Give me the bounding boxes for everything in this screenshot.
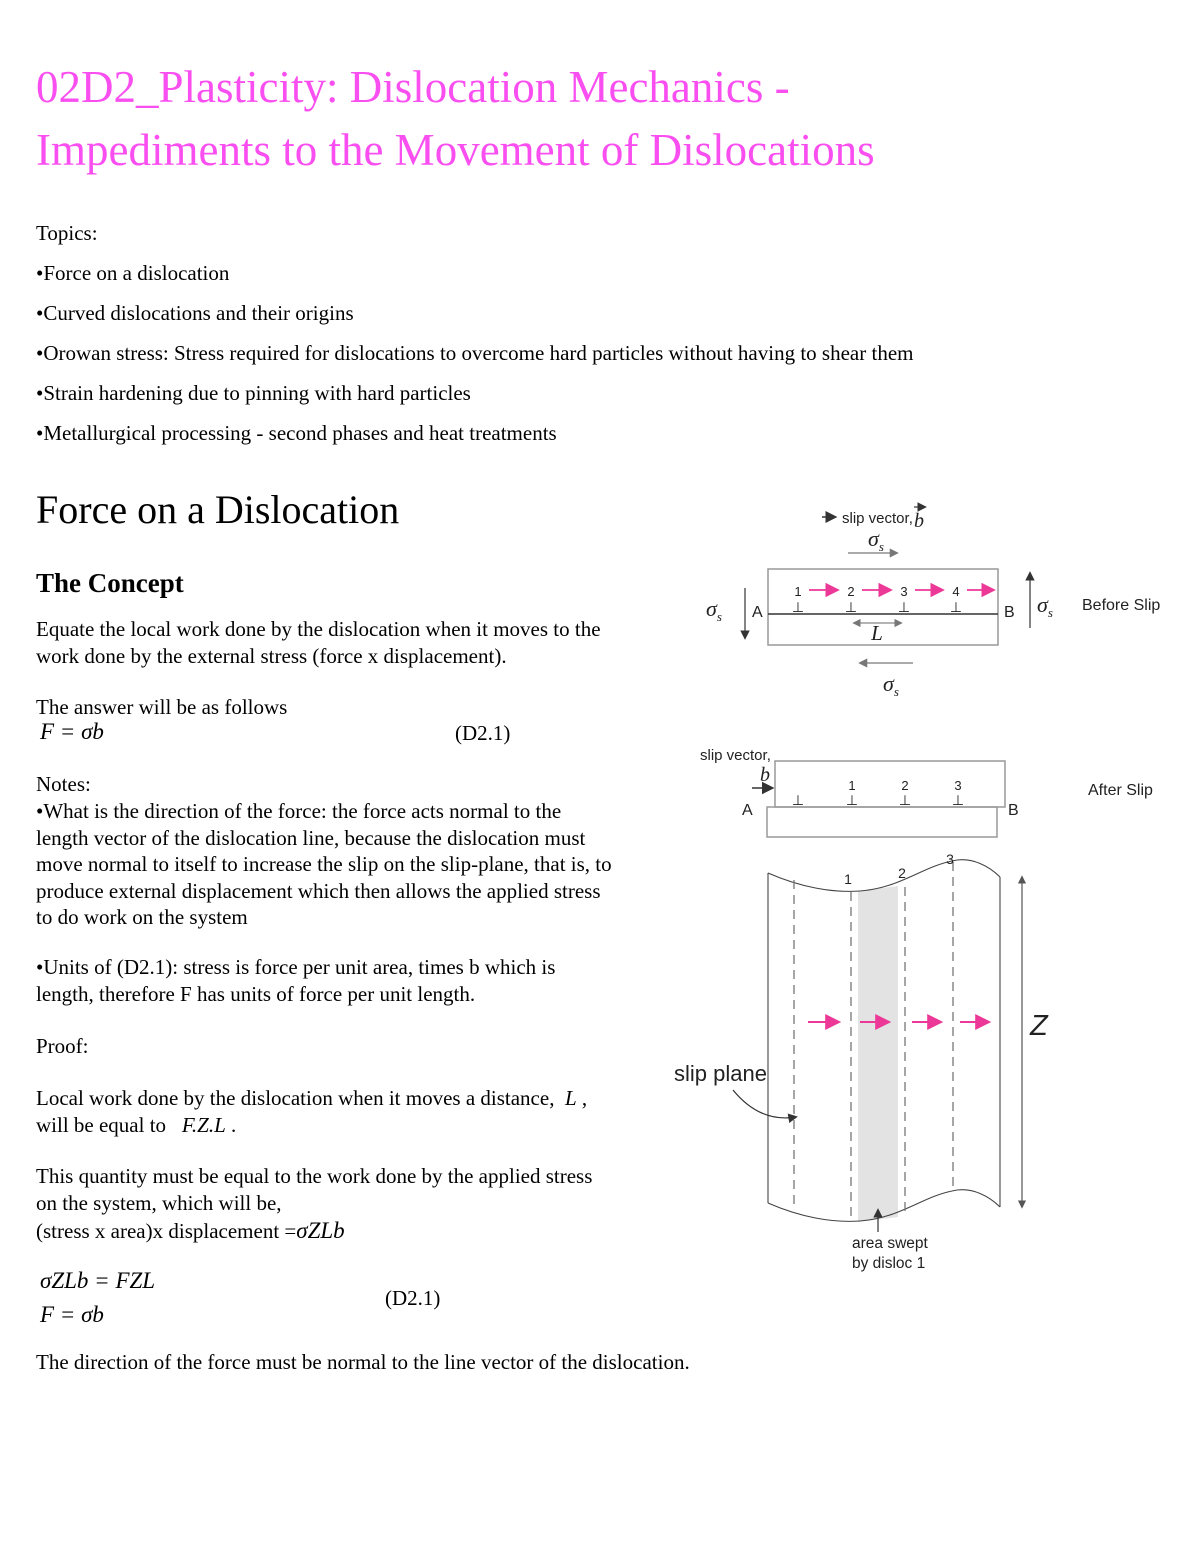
- dislocation-number: 3: [946, 851, 954, 867]
- subsection-heading: The Concept: [36, 568, 184, 598]
- edge-dislocation-symbol: ⊥: [791, 599, 805, 615]
- sigma-s-left: $\sigma_s$: [706, 596, 722, 624]
- edge-dislocation-symbol: ⊥: [844, 599, 858, 615]
- label-B: B: [1008, 802, 1019, 819]
- title-line-1: 02D2_Plasticity: Dislocation Mechanics -: [36, 62, 790, 112]
- area-swept-label-line-1: area swept: [852, 1235, 928, 1252]
- text-line: to do work on the system: [36, 905, 248, 929]
- text-line: on the system, which will be,: [36, 1191, 282, 1215]
- sigma-s-right: $\sigma_s$: [1037, 592, 1053, 620]
- text-line: Equate the local work done by the dislocation when it moves to the: [36, 617, 601, 641]
- text-run: will be equal to: [36, 1113, 182, 1137]
- text-line: [36, 1217, 592, 1245]
- dislocation-number: 3: [900, 584, 908, 599]
- text-run: ,: [576, 1086, 588, 1110]
- section-heading: Force on a Dislocation: [36, 487, 400, 532]
- sigma-s-bottom: $\sigma_s$: [883, 671, 899, 699]
- dislocation-number: 4: [952, 584, 960, 599]
- area-swept-band: [858, 886, 898, 1222]
- lower-crystal-block: [767, 807, 997, 837]
- figure-slip-plane: [660, 850, 1199, 1280]
- answer-intro: The answer will be as follows: [36, 695, 288, 719]
- label-A: A: [752, 604, 763, 621]
- text-line: This quantity must be equal to the work done by the applied stress: [36, 1164, 593, 1188]
- topic-item: •Curved dislocations and their origins: [36, 301, 354, 325]
- edge-dislocation-symbol: ⊥: [898, 792, 912, 808]
- topics-heading: Topics:: [36, 221, 98, 245]
- proof-paragraph-2: [36, 1163, 592, 1245]
- title-line-2: Impediments to the Movement of Dislocations: [36, 125, 875, 175]
- label-A: A: [742, 802, 753, 819]
- text-line: [36, 1085, 587, 1112]
- notes-bullet-2: [36, 954, 555, 1007]
- equation-label: (D2.1): [385, 1286, 441, 1310]
- edge-dislocation-symbol: ⊥: [845, 792, 859, 808]
- proof-paragraph-1: [36, 1085, 587, 1139]
- notes-bullet-1: [36, 798, 612, 931]
- dislocation-number: 1: [794, 584, 802, 599]
- dislocation-number: 1: [848, 778, 856, 793]
- text-line: length vector of the dislocation line, because the dislocation must: [36, 825, 586, 850]
- slip-vector-label: slip vector,: [842, 510, 913, 527]
- plane-top-wavy-edge: [768, 860, 1000, 892]
- text-line: •What is the direction of the force: the force acts normal to the: [36, 799, 562, 823]
- topic-item: •Strain hardening due to pinning with hard particles: [36, 381, 471, 405]
- topic-item: •Force on a dislocation: [36, 261, 230, 285]
- label-B: B: [1004, 604, 1015, 621]
- proof-heading: Proof:: [36, 1034, 89, 1058]
- edge-dislocation-symbol: ⊥: [897, 599, 911, 615]
- text-line: move normal to itself to increase the slip on the slip-plane, that is, to: [36, 852, 612, 876]
- text-line: •Units of (D2.1): stress is force per unit area, times b which is: [36, 955, 556, 979]
- concept-paragraph: [36, 616, 601, 670]
- edge-dislocation-symbol: ⊥: [951, 792, 965, 808]
- figure-caption: Before Slip: [1082, 597, 1161, 614]
- topic-item: •Orowan stress: Stress required for dislocations to overcome hard particles without having to shear them: [36, 341, 914, 365]
- dislocation-number: 2: [847, 584, 855, 599]
- text-line: work done by the external stress (force x displacement).: [36, 644, 507, 668]
- page-title: [36, 56, 875, 182]
- burgers-vector-b: b: [914, 510, 924, 532]
- notes-heading: Notes:: [36, 772, 91, 796]
- equation-label: (D2.1): [455, 721, 511, 745]
- upper-crystal-block: [775, 761, 1005, 807]
- text-line: produce external displacement which then allows the applied stress: [36, 878, 601, 903]
- text-run: Local work done by the dislocation when it moves a distance,: [36, 1086, 565, 1110]
- equation-f-sigma-b-2: F = σb: [40, 1302, 104, 1327]
- text-line: length, therefore F has units of force per unit length.: [36, 981, 476, 1006]
- dislocation-number: 1: [844, 871, 852, 887]
- sigma-s-top: $\sigma_s$: [868, 526, 884, 554]
- topic-item: •Metallurgical processing - second phases and heat treatments: [36, 421, 557, 445]
- topics-list: [36, 213, 913, 453]
- figure-before-slip: [690, 500, 1197, 712]
- slip-plane-pointer-arrow-icon: [733, 1090, 796, 1118]
- equation-sigma-zlb: σZLb = FZL: [40, 1268, 156, 1293]
- math-run: L: [564, 1086, 577, 1110]
- edge-dislocation-symbol: ⊥: [949, 599, 963, 615]
- area-swept-label-line-2: by disloc 1: [852, 1255, 926, 1272]
- burgers-vector-b: b: [760, 764, 770, 786]
- closing-statement: The direction of the force must be normal to the line vector of the dislocation.: [36, 1350, 690, 1374]
- equation-f-sigma-b: F = σb: [40, 719, 104, 744]
- slip-vector-label: slip vector,: [700, 747, 771, 764]
- dislocation-number: 2: [901, 778, 909, 793]
- figure-caption: After Slip: [1088, 782, 1153, 799]
- text-run: .: [225, 1113, 237, 1137]
- text-line: [36, 1112, 587, 1139]
- spacing-L-label: L: [871, 621, 883, 645]
- edge-dislocation-symbol: ⊥: [791, 792, 805, 808]
- slip-plane-label: slip plane: [674, 1061, 767, 1086]
- figure-after-slip: [690, 733, 1197, 848]
- text-run: (stress x area)x displacement =: [36, 1219, 297, 1243]
- dislocation-number: 2: [898, 865, 906, 881]
- dislocation-number: 3: [954, 778, 962, 793]
- math-run: σZLb: [296, 1218, 345, 1243]
- z-dimension-label: Z: [1030, 1010, 1048, 1042]
- math-run: F.Z.L: [181, 1113, 226, 1137]
